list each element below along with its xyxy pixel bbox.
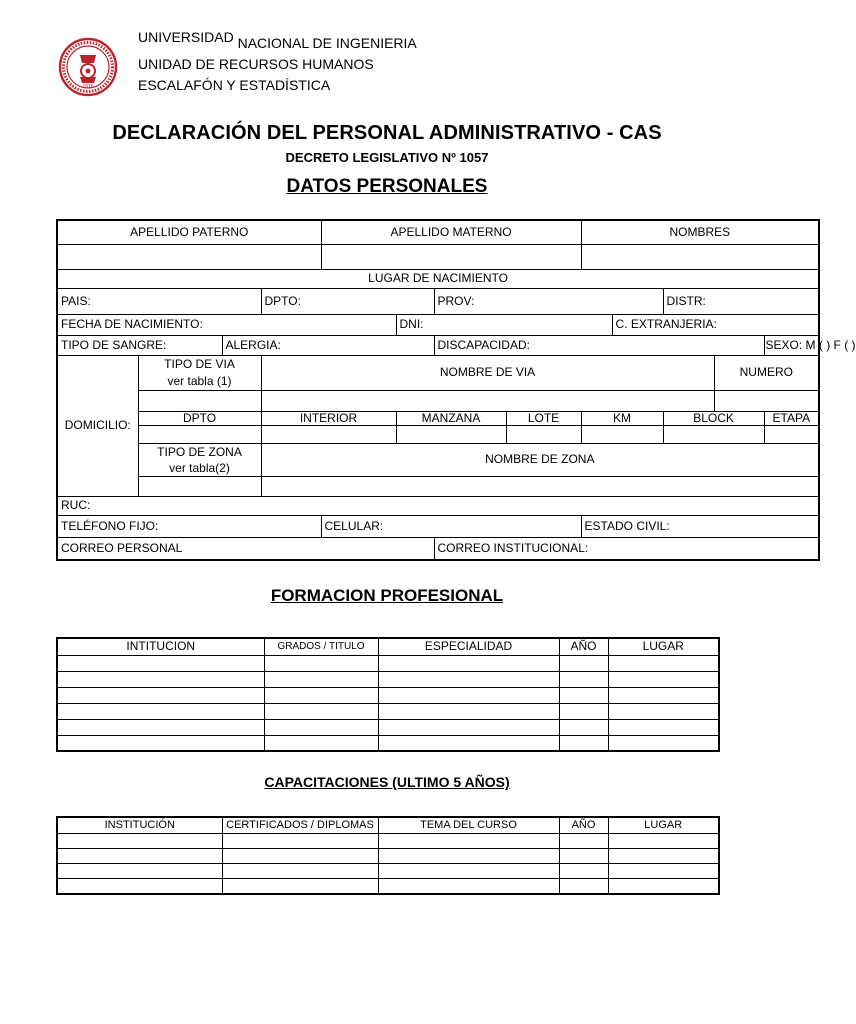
table-cell[interactable] [378,735,559,751]
correo-personal-field[interactable]: CORREO PERSONAL [57,537,434,560]
table-cell[interactable] [608,878,719,894]
nombre-zona-label: NOMBRE DE ZONA [261,443,819,476]
sexo-field[interactable]: SEXO: M ( ) F ( ) [764,335,819,355]
table-cell[interactable] [264,671,378,687]
formacion-col-institucion: INTITUCION [57,638,264,655]
table-cell[interactable] [608,719,719,735]
tipo-via-note: ver tabla (1) [167,373,232,388]
header-unit: UNIDAD DE RECURSOS HUMANOS [138,56,374,72]
nombres-label: NOMBRES [581,220,819,244]
table-cell[interactable] [378,878,559,894]
nombre-via-label: NOMBRE DE VIA [261,355,714,390]
table-row [57,671,719,687]
table-cell[interactable] [608,735,719,751]
numero-field[interactable] [714,390,819,411]
dni-field[interactable]: DNI: [396,314,612,335]
table-cell[interactable] [608,833,719,848]
domicilio-dpto-field[interactable] [138,425,261,443]
formacion-col-especialidad: ESPECIALIDAD [378,638,559,655]
table-cell[interactable] [222,878,378,894]
table-cell[interactable] [57,671,264,687]
tipo-sangre-field[interactable]: TIPO DE SANGRE: [57,335,222,355]
lote-field[interactable] [506,425,581,443]
table-cell[interactable] [559,687,608,703]
header-department: ESCALAFÓN Y ESTADÍSTICA [138,77,331,93]
interior-label: INTERIOR [261,411,396,425]
table-cell[interactable] [264,719,378,735]
page-title: DECLARACIÓN DEL PERSONAL ADMINISTRATIVO - CAS [112,122,662,144]
table-cell[interactable] [264,687,378,703]
table-cell[interactable] [57,719,264,735]
section-title-datos-personales: DATOS PERSONALES [286,176,488,197]
header-universidad: UNIVERSIDAD [138,29,234,45]
page-subtitle: DECRETO LEGISLATIVO Nº 1057 [285,150,489,165]
apellido-paterno-field[interactable] [57,244,321,269]
nombre-zona-field[interactable] [261,476,819,496]
table-cell[interactable] [608,687,719,703]
table-cell[interactable] [559,719,608,735]
tipo-zona-note: ver tabla(2) [169,460,230,475]
table-cell[interactable] [608,671,719,687]
tipo-zona-field[interactable] [138,476,261,496]
formacion-col-ano: AÑO [559,638,608,655]
table-cell[interactable] [378,848,559,863]
university-seal-logo [58,33,118,101]
table-row [57,719,719,735]
datos-personales-table [56,219,856,561]
prov-field[interactable]: PROV: [434,288,663,314]
apellido-materno-field[interactable] [321,244,581,269]
km-label: KM [581,411,663,425]
ruc-field[interactable]: RUC: [57,496,819,515]
tipo-zona-label [138,443,261,476]
apellido-paterno-label: APELLIDO PATERNO [57,220,321,244]
c-extranjeria-field[interactable]: C. EXTRANJERIA: [612,314,819,335]
celular-field[interactable]: CELULAR: [321,515,581,537]
fecha-nacimiento-field[interactable]: FECHA DE NACIMIENTO: [57,314,396,335]
alergia-field[interactable]: ALERGIA: [222,335,434,355]
km-field[interactable] [581,425,663,443]
domicilio-label: DOMICILIO: [57,355,138,496]
manzana-field[interactable] [396,425,506,443]
table-cell[interactable] [559,735,608,751]
numero-label: NUMERO [714,355,819,390]
table-cell[interactable] [608,848,719,863]
capacitaciones-col-tema: TEMA DEL CURSO [378,817,559,833]
table-cell[interactable] [378,719,559,735]
table-cell[interactable] [378,655,559,671]
block-field[interactable] [663,425,764,443]
correo-institucional-field[interactable]: CORREO INSTITUCIONAL: [434,537,819,560]
capacitaciones-col-ano: AÑO [559,817,608,833]
table-cell[interactable] [57,833,222,848]
nombres-field[interactable] [581,244,819,269]
capacitaciones-table [56,816,720,895]
capacitaciones-col-lugar: LUGAR [608,817,719,833]
header-nacional: NACIONAL DE INGENIERIA [237,35,417,51]
table-row [57,878,719,894]
pais-field[interactable]: PAIS: [57,288,261,314]
etapa-field[interactable] [764,425,819,443]
table-cell[interactable] [57,655,264,671]
lote-label: LOTE [506,411,581,425]
dpto-field[interactable]: DPTO: [261,288,434,314]
table-cell[interactable] [264,655,378,671]
table-cell[interactable] [608,655,719,671]
table-cell[interactable] [378,833,559,848]
table-cell[interactable] [57,848,222,863]
formacion-col-lugar: LUGAR [608,638,719,655]
table-cell[interactable] [57,863,222,878]
table-cell[interactable] [57,878,222,894]
distr-field[interactable]: DISTR: [663,288,819,314]
table-row [57,848,719,863]
table-row [57,863,719,878]
table-cell[interactable] [264,735,378,751]
table-row [57,703,719,719]
section-title-capacitaciones: CAPACITACIONES (ULTIMO 5 AÑOS) [264,774,510,790]
table-cell[interactable] [559,863,608,878]
capacitaciones-col-institucion: INSTITUCIÓN [57,817,222,833]
table-row [57,655,719,671]
table-cell[interactable] [559,848,608,863]
table-cell[interactable] [559,655,608,671]
table-cell[interactable] [559,878,608,894]
etapa-label: ETAPA [764,411,819,425]
table-cell[interactable] [378,671,559,687]
table-cell[interactable] [608,703,719,719]
table-cell[interactable] [559,703,608,719]
section-title-formacion: FORMACION PROFESIONAL [270,586,504,605]
table-row [57,735,719,751]
svg-text:1876: 1876 [82,84,94,90]
table-cell[interactable] [57,703,264,719]
table-cell[interactable] [222,833,378,848]
lugar-nacimiento-label: LUGAR DE NACIMIENTO [57,269,819,288]
table-cell[interactable] [57,687,264,703]
manzana-label: MANZANA [396,411,506,425]
capacitaciones-col-certificados: CERTIFICADOS / DIPLOMAS [222,817,378,833]
table-cell[interactable] [378,703,559,719]
table-row [57,687,719,703]
table-cell[interactable] [378,687,559,703]
table-cell[interactable] [378,863,559,878]
table-cell[interactable] [264,703,378,719]
tipo-zona-title: TIPO DE ZONA [157,444,242,459]
formacion-col-grados: GRADOS / TITULO [264,638,378,655]
tipo-via-title: TIPO DE VIA [164,356,235,371]
table-cell[interactable] [608,863,719,878]
telefono-fijo-field[interactable]: TELÉFONO FIJO: [57,515,321,537]
table-row [57,833,719,848]
table-cell[interactable] [559,671,608,687]
nombre-via-field[interactable] [261,390,714,411]
table-cell[interactable] [222,863,378,878]
table-cell[interactable] [559,833,608,848]
table-cell[interactable] [57,735,264,751]
discapacidad-field[interactable]: DISCAPACIDAD: [434,335,764,355]
header-line-1 [138,28,417,51]
table-cell[interactable] [222,848,378,863]
tipo-via-field[interactable] [138,390,261,411]
tipo-via-label [138,355,261,390]
interior-field[interactable] [261,425,396,443]
estado-civil-field[interactable]: ESTADO CIVIL: [581,515,819,537]
apellido-materno-label: APELLIDO MATERNO [321,220,581,244]
block-label: BLOCK [663,411,764,425]
domicilio-dpto-label: DPTO [138,411,261,425]
formacion-table [56,637,720,752]
